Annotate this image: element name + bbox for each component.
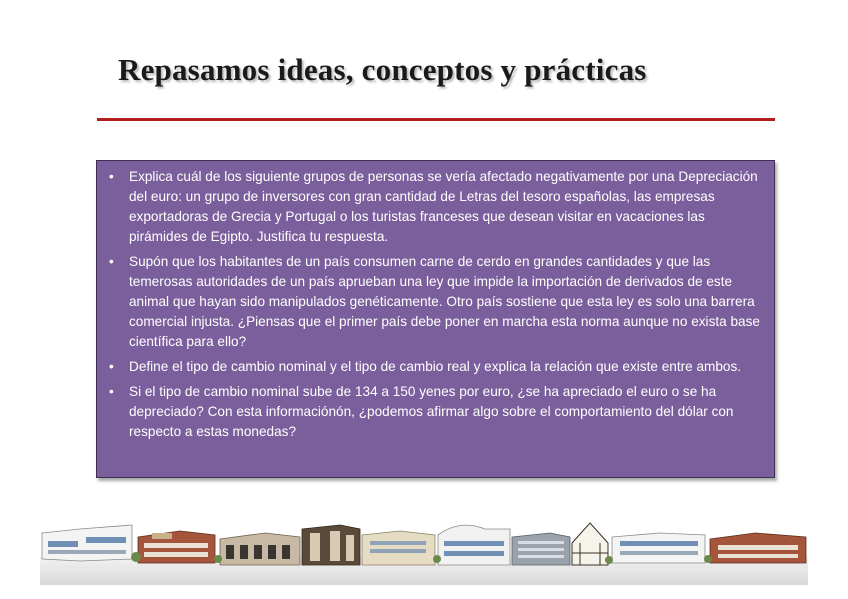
questions-list xyxy=(109,167,762,442)
questions-box xyxy=(96,160,775,478)
slide-title: Repasamos ideas, conceptos y prácticas xyxy=(118,52,647,87)
buildings-illustration-icon xyxy=(40,515,808,585)
buildings-banner-image xyxy=(40,515,808,585)
title-divider xyxy=(97,118,775,121)
question-item-3: • Define el tipo de cambio nominal y el tipo de cambio real y explica la relación que existe entre ambos. xyxy=(109,357,762,377)
question-item-4: • Si el tipo de cambio nominal sube de 134 a 150 yenes por euro, ¿se ha apreciado el euro o se ha depreciado? Con esta informaciónón, ¿podemos afirmar algo sobre el comportamiento del dólar con respecto a estas monedas? xyxy=(109,382,762,442)
question-item-2: • Supón que los habitantes de un país consumen carne de cerdo en grandes cantidades y que las temerosas autoridades de un país aprueban una ley que impide la importación de derivados de este animal que hayan sido manipulados genéticamente. Otro país sostiene que esta ley es solo una barrera comercial injusta. ¿Piensas que el primer país debe poner en marcha esta norma aunque no exista base científica para ello? xyxy=(109,252,762,352)
question-item-1: • Explica cuál de los siguiente grupos de personas se vería afectado negativamente por una Depreciación del euro: un grupo de inversores con gran cantidad de Letras del tesoro españolas, las empresas exportadoras de Grecia y Portugal o los turistas franceses que desean visitar en vacaciones las pirámides de Egipto. Justifica tu respuesta. xyxy=(109,167,762,247)
